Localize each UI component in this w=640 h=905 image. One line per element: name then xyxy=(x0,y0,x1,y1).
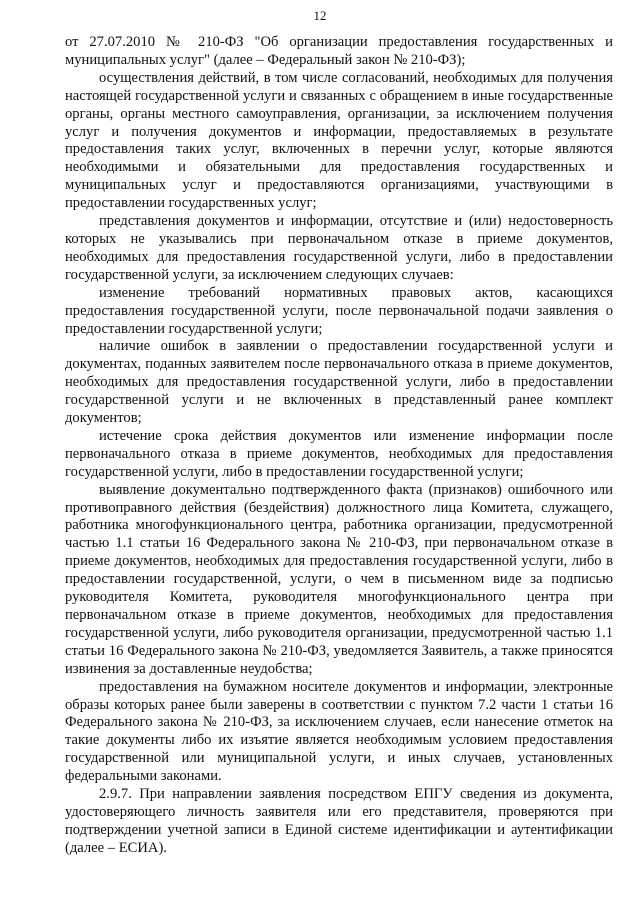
paragraph-section-2-9-7: 2.9.7. При направлении заявления посредством ЕПГУ сведения из документа, удостоверяющего личность заявителя или его представителя, проверяются при подтверждении учетной записи в Единой системе идентификации и аутентификации (далее – ЕСИА). xyxy=(65,786,613,856)
paragraph-official-misconduct: выявление документально подтвержденного факта (признаков) ошибочного или противоправного действия (бездействия) должностного лица Комитета, служащего, работника многофункционального центра, работника организации, предусмотренной частью 1.1 статьи 16 Федерального закона № 210-ФЗ, при первоначальном отказе в приеме документов, необходимых для предоставления государственной услуги, либо в предоставлении государственной, услуги, о чем в письменном виде за подписью руководителя Комитета, руководителя многофункционального центра при первоначальном отказе в приеме документов, необходимых для предоставления государственной услуги, либо руководителя организации, предусмотренной частью 1.1 статьи 16 Федерального закона № 210-ФЗ, уведомляется Заявитель, а также приносятся извинения за доставленные неудобства; xyxy=(65,481,613,677)
document-body xyxy=(65,34,613,858)
paragraph-law-reference: от 27.07.2010 № 210-ФЗ "Об организации предоставления государственных и муниципальных услуг" (далее – Федеральный закон № 210-ФЗ); xyxy=(65,34,613,68)
paragraph-errors-in-application: наличие ошибок в заявлении о предоставлении государственной услуги и документах, поданных заявителем после первоначального отказа в приеме документов, необходимых для предоставления государственной услуги, либо в предоставлении государственной услуги и не включенных в представленный ранее комплект документов; xyxy=(65,338,613,427)
page-number: 12 xyxy=(313,8,327,23)
paragraph-requirements-change: изменение требований нормативных правовых актов, касающихся предоставления государственной услуги, после первоначальной подачи заявления о предоставлении государственной услуги; xyxy=(65,284,613,337)
paragraph-documents-submission: представления документов и информации, отсутствие и (или) недостоверность которых не указывались при первоначальном отказе в приеме документов, необходимых для предоставления государственной услуги, либо в предоставлении государственной услуги, за исключением следующих случаев: xyxy=(65,213,613,283)
paragraph-actions-approvals: осуществления действий, в том числе согласований, необходимых для получения настоящей государственной услуги и связанных с обращением в иные государственные органы, органы местного самоуправления, организации, за исключением получения услуг и получения документов и информации, предоставляемых в результате предоставления таких услуг, включенных в перечни услуг, которые являются необходимыми и обязательными для предоставления государственных и муниципальных услуг и предоставляются организациями, участвующими в предоставлении государственных услуг; xyxy=(65,69,613,212)
paragraph-paper-documents: предоставления на бумажном носителе документов и информации, электронные образы которых ранее были заверены в соответствии с пунктом 7.2 части 1 статьи 16 Федерального закона № 210-ФЗ, за исключением случаев, если нанесение отметок на такие документы либо их изъятие является необходимым условием предоставления государственной или муниципальной услуги, и иных случаев, установленных федеральными законами. xyxy=(65,678,613,785)
paragraph-document-expiry: истечение срока действия документов или изменение информации после первоначального отказа в приеме документов, необходимых для предоставления государственной услуги, либо в предоставлении государственной услуги; xyxy=(65,427,613,480)
